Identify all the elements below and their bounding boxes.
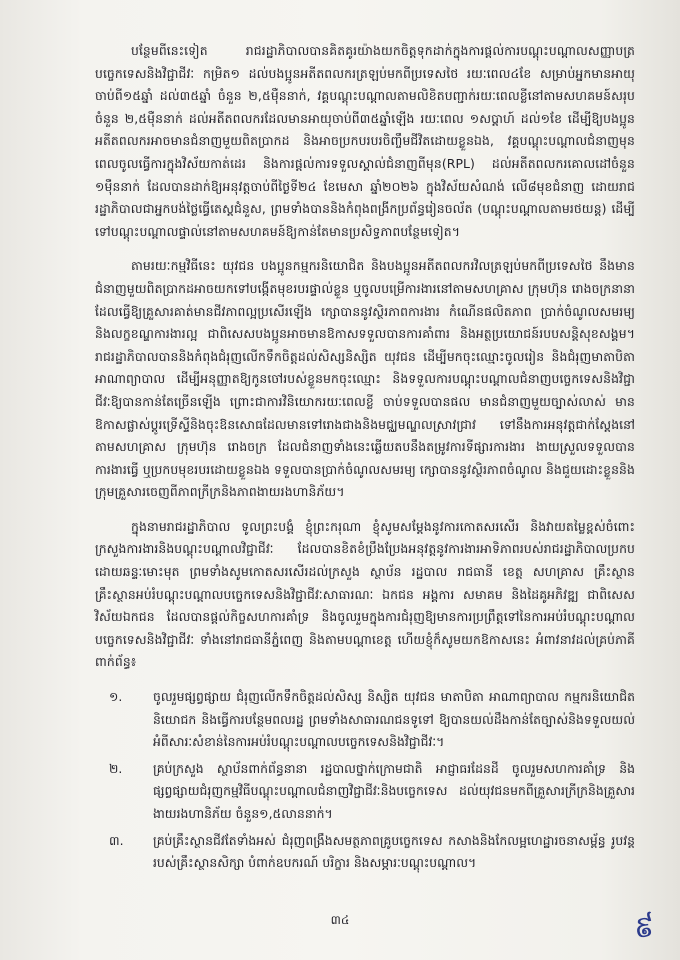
document-body [95,40,635,879]
paragraph-2-text: តាមរយៈកម្មវិធីនេះ យុវជន បងប្អូនកម្មករនិយោជិត និងបងប្អូនអតីតពលករវិលត្រឡប់មកពីប្រទេសថៃ នឹងមានជំនាញមួយពិតប្រាកដអាចយកទៅបង្កើតមុខរបរផ្ទាល់ខ្លួន ឬចូលបម្រើការងារនៅតាមសហគ្រាស ក្រុមហ៊ុន រោងចក្រនានា ដែលធ្វើឱ្យគ្រួសារគាត់មានជីវភាពល្អប្រសើរឡើង ក្សោបាននូវស្ថិរភាពការងារ កំណើនផលិតភាព ប្រាក់ចំណូលសមរម្យ និងលក្ខខណ្ឌការងារល្អ ជាពិសេសបងប្អូនអាចមានឱកាសទទួលបានការគាំពារ និងអត្ថប្រយោជន៍របបសន្តិសុខសង្គម។ រាជរដ្ឋាភិបាលបាននិងកំពុងជំរុញលើកទឹកចិត្តដល់សិស្សនិស្សិត យុវជន ដើម្បីមកចុះឈ្មោះចូលរៀន និងជំរុញមាតាបិតា អាណាព្យាបាល ដើម្បីអនុញ្ញាតឱ្យកូនចៅរបស់ខ្លួនមកចុះឈ្មោះ និងទទួលការបណ្ដុះបណ្ដាលជំនាញបច្ចេកទេសនិងវិជ្ជាជីវៈឱ្យបានកាន់តែច្រើនឡើង ព្រោះជាការវិនិយោករយៈពេលខ្លី ចាប់ទទួលបានផល មានជំនាញមួយច្បាស់លាស់ មានឱកាសផ្លាស់ប្ដូរទ្រើស្ទីនិងចុះឱនសោធដែលមានទៅរោងជាងនិងមជ្ឈមណ្ឌលស្រាវជ្រាវ ទៅនឹងការអនុវត្តជាក់ស្ដែងនៅតាមសហគ្រាស ក្រុមហ៊ុន រោងចក្រ ដែលជំនាញទាំងនេះឆ្លើយតបនឹងតម្រូវការទីផ្សារការងារ ងាយស្រួលទទួលបានការងារធ្វើ ឬប្រកបមុខរបរដោយខ្លួនឯង ទទួលបានប្រាក់ចំណូលសមរម្យ ក្សោបាននូវស្ថិរភាពចំណូល និងជួយដោះខ្លួននិងក្រុមគ្រួសារចេញពីភាពក្រីក្រនិងភាពងាយរងហានិភ័យ។ [95,258,635,500]
list-item-text: ចូលរួមផ្សព្វផ្សាយ ជំរុញលើកទឹកចិត្តដល់សិស្ស និស្សិត យុវជន មាតាបិតា អាណាព្យាបាល កម្មករនិយោជិត និយោជក និងធ្វើការបន្ថែមពលរដ្ឋ ព្រមទាំងសាធារណជនទូទៅ ឱ្យបានយល់ដឹងកាន់តែច្បាស់និងទទួលយល់ អំពីសារៈសំខាន់នៃការអប់រំបណ្ដុះបណ្ដាលបច្ចេកទេសនិងវិជ្ជាជីវៈ។ [153,689,635,750]
appeal-list [95,686,635,875]
paragraph-3-text: ក្នុងនាមរាជរដ្ឋាភិបាល ទូលព្រះបង្គំ ខ្ញុំព្រះករុណា ខ្ញុំសូមសម្ដែងនូវការកោតសរសើរ និងវាយតម្លៃខ្ពស់ចំពោះក្រសួងការងារនិងបណ្ដុះបណ្ដាលវិជ្ជាជីវៈ ដែលបានខិតខំប្រឹងប្រែងអនុវត្តនូវការងារអាទិភាពរបស់រាជរដ្ឋាភិបាលប្រកបដោយឆន្ទៈមោះមុត ព្រមទាំងសូមកោតសរសើរដល់ក្រសួង ស្ថាប័ន រដ្ឋបាល រាជធានី ខេត្ត សហគ្រាស គ្រឹះស្ថាន គ្រឹះស្ថានអប់រំបណ្ដុះបណ្ដាលបច្ចេកទេសនិងវិជ្ជាជីវៈសាធារណៈ ឯកជន អង្គការ សមាគម និងដៃគូអភិវឌ្ឍ ជាពិសេសវិស័យឯកជន ដែលបានផ្ដល់កិច្ចសហការគាំទ្រ និងចូលរួមក្នុងការជំរុញឱ្យមានការប្រព្រឹត្ដទៅនៃការអប់រំបណ្ដុះបណ្ដាលបច្ចេកទេសនិងវិជ្ជាជីវៈ ទាំងនៅរាជធានីភ្នំពេញ និងតាមបណ្ដាខេត្ត ហើយខ្ញុំក៏សូមយកឱកាសនេះ អំពាវនាវដល់គ្រប់ភាគីពាក់ព័ន្ធ៖ [95,518,635,670]
handwritten-mark: ៩ [631,908,658,947]
list-item-number: ១. [109,689,123,705]
list-item-number: ២. [109,760,123,776]
paragraph-1-text: បន្ថែមពីនេះទៀត រាជរដ្ឋាភិបាលបានគិតគូរយ៉ាងយកចិត្តទុកដាក់ក្នុងការផ្ដល់ការបណ្ដុះបណ្ដាលសញ្ញាបត្របច្ចេកទេសនិងវិជ្ជាជីវៈ កម្រិត១ ដល់បងប្អូនអតីតពលករត្រឡប់មកពីប្រទេសថៃ រយៈពេល៤ខែ សម្រាប់អ្នកមានអាយុចាប់ពី១៥ឆ្នាំ ដល់៣៥ឆ្នាំ ចំនួន ២,៥ម៉ឺននាក់, វគ្គបណ្ដុះបណ្ដាលតាមលិខិតបញ្ជាក់រយៈពេលខ្លីនៅតាមសហគមន៍សរុបចំនួន ២,៥ម៉ឺននាក់ ដល់អតីតពលករដែលមានអាយុចាប់ពី៣៥ឆ្នាំឡើង រយៈពេល ១សប្ដាហ៍ ដល់១ខែ ដើម្បីឱ្យបងប្អូនអតីតពលករអាចមានជំនាញមួយពិតប្រាកដ និងអាចប្រកបរបរចិញ្ចឹមជីវិតដោយខ្លួនឯង, វគ្គបណ្ដុះបណ្ដាលជំនាញមុនពេលចូលធ្វើការក្នុងវិស័យកាត់ដេរ និងការផ្ដល់ការទទួលស្គាល់ជំនាញពីមុន(RPL) ដល់អតីតពលករគោលដៅចំនួន ១ម៉ឺននាក់ ដែលបានដាក់ឱ្យអនុវត្តចាប់ពីថ្ងៃទី២៤ ខែមេសា ឆ្នាំ២០២៦ ក្នុងវិស័យសំណង់ លើ៨មុខជំនាញ ដោយរាជរដ្ឋាភិបាលជាអ្នកបង់ថ្លៃធ្វើតេស្ដជំនួស, ព្រមទាំងបាននិងកំពុងពង្រីកប្រព័ន្ធរៀនចល័ត (បណ្ដុះបណ្ដាលតាមរថយន្ត) ដើម្បីទៅបណ្ដុះបណ្ដាលផ្ទាល់នៅតាមសហគមន៍ឱ្យកាន់តែមានប្រសិទ្ធភាពបន្ថែមទៀត។ [95,43,635,239]
list-item-text: គ្រប់ក្រសួង ស្ថាប័នពាក់ព័ន្ធនានា រដ្ឋបាលថ្នាក់ក្រោមជាតិ អាជ្ញាធរដែនដី ចូលរួមសហការគាំទ្រ និងផ្សព្វផ្សាយជំរុញកម្មវិធីបណ្ដុះបណ្ដាលជំនាញវិជ្ជាជីវៈនិងបច្ចេកទេស ដល់យុវជនមកពីគ្រួសារក្រីក្រនិងគ្រួសារងាយរងហានិភ័យ ចំនួន១,៥លាននាក់។ [153,760,635,821]
paragraph-2 [95,255,635,504]
list-item [95,830,635,875]
list-item [95,686,635,754]
paragraph-1 [95,40,635,243]
paragraph-3 [95,516,635,674]
list-item-number: ៣. [109,832,124,848]
list-item [95,758,635,826]
page-number: ៣៤ [330,913,350,927]
list-item-text: គ្រប់គ្រឹះស្ថានជីវតែទាំងអស់ ជំរុញពង្រឹងសមត្ថភាពគ្រូបច្ចេកទេស កសាងនិងកែលម្អហេដ្ឋារចនាសម្ព័ន្ធ រូបវន្តរបស់គ្រឹះស្ថានសិក្សា បំពាក់ឧបករណ៍ បរិក្ខារ និងសម្ភារៈបណ្ដុះបណ្ដាល។ [153,832,635,871]
